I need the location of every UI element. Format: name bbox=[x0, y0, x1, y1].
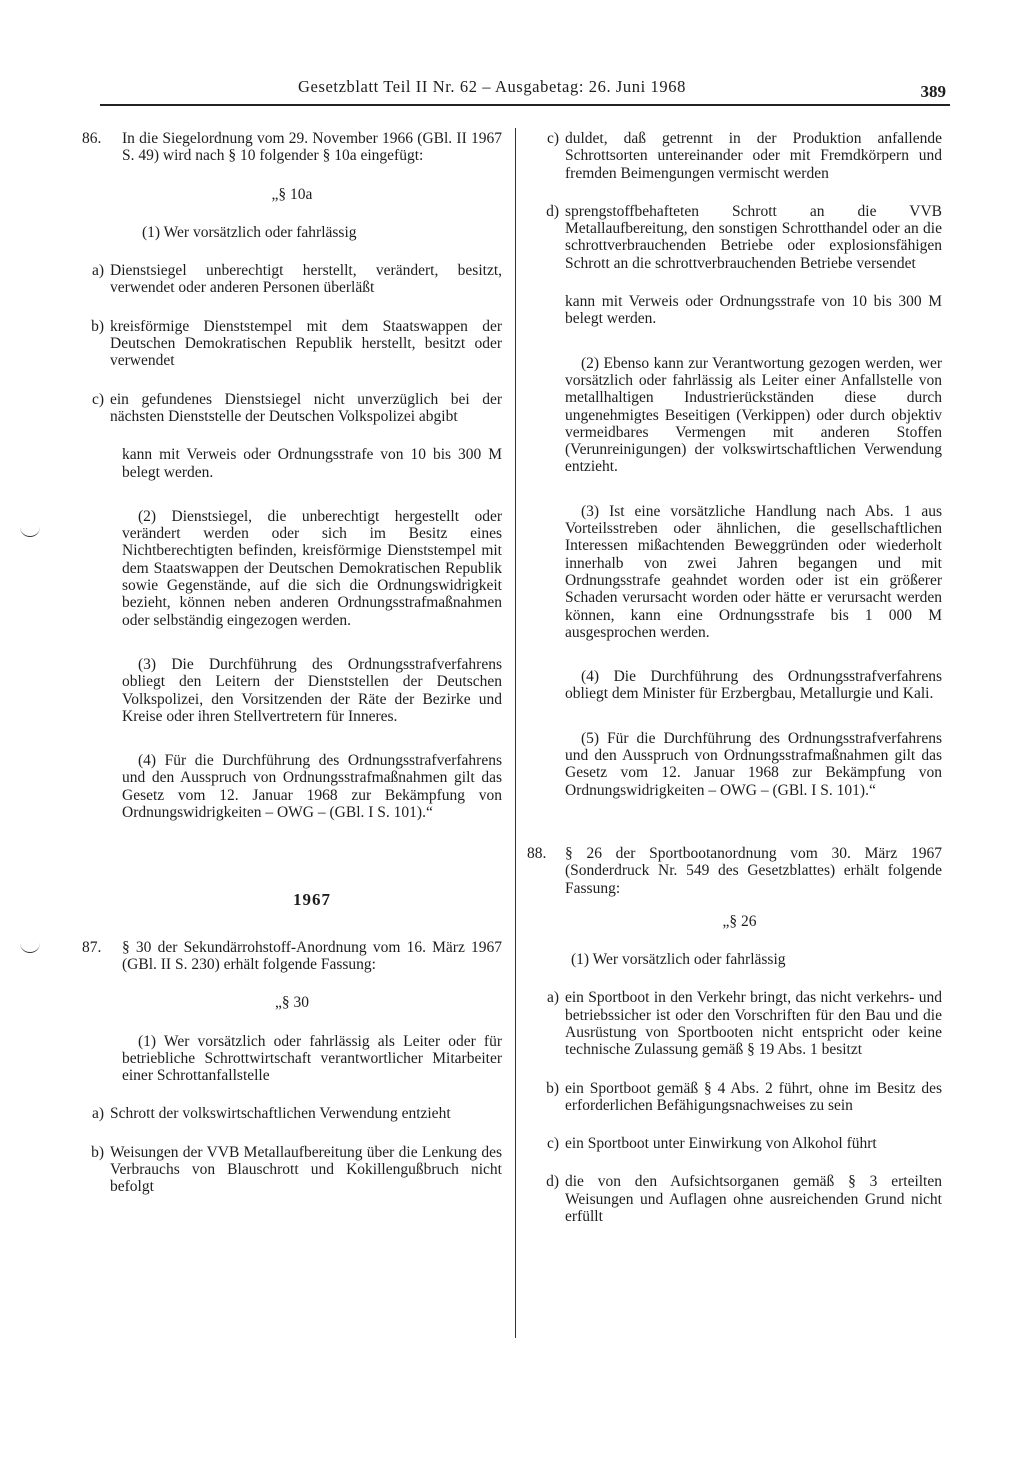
paragraph: (2) Dienstsiegel, die unberechtigt hergestellt oder verändert werden oder sich im Besitz eines Nichtberechtigten befinden, kreisförmige Dienststempel mit dem Staatswappen der Deutschen Demokratischen Republik sowie Gegenstände, auf die sich die Ordnungswidrigkeit bezieht, können neben anderen Ordnungsstrafmaßnahmen oder selbständig eingezogen werden. bbox=[122, 507, 502, 629]
list-label: c) bbox=[546, 130, 559, 147]
list-text: duldet, daß getrennt in der Produktion anfallende Schrottsorten untereinander oder mit Fremdkörpern und fremden Beimengungen vermischt werden bbox=[565, 130, 942, 182]
list-item bbox=[537, 130, 942, 182]
list-label: d) bbox=[546, 202, 559, 220]
paragraph: (4) Für die Durchführung des Ordnungsstrafverfahrens und den Ausspruch von Ordnungsstrafmaßnahmen gilt das Gesetz vom 12. Januar 1968 zur Bekämpfung von Ordnungswidrigkeiten – OWG – (GBl. I S. 101).“ bbox=[122, 752, 502, 822]
list-text: Weisungen der VVB Metallaufbereitung über die Lenkung des Verbrauchs von Blauschrott und Kokillengußbruch nicht befolgt bbox=[110, 1143, 502, 1196]
list-text: ein Sportboot unter Einwirkung von Alkohol führt bbox=[565, 1135, 877, 1153]
page-number: 389 bbox=[920, 82, 946, 101]
list-label: b) bbox=[91, 317, 104, 335]
item-intro: § 26 der Sportbootanordnung vom 30. März 1967 (Sonderdruck Nr. 549 des Gesetzblattes) erhält folgende Fassung: bbox=[565, 844, 942, 897]
paragraph: (5) Für die Durchführung des Ordnungsstrafverfahrens und den Ausspruch von Ordnungsstrafmaßnahmen gilt das Gesetz vom 12. Januar 1968 zur Bekämpfung von Ordnungswidrigkeiten – OWG – (GBl. I S. 101).“ bbox=[565, 729, 942, 799]
list-item bbox=[537, 989, 942, 1058]
item-number: 88. bbox=[527, 844, 547, 862]
list-text: Dienstsiegel unberechtigt herstellt, verändert, besitzt, verwendet oder anderen Personen überläßt bbox=[110, 262, 502, 297]
paragraph: (3) Die Durchführung des Ordnungsstrafverfahrens obliegt den Leitern der Dienststellen der Deutschen Volkspolizei, den Vorsitzenden der Räte der Bezirke und Kreise oder ihren Stellvertretern für Inneres. bbox=[122, 655, 502, 725]
list-text: ein Sportboot gemäß § 4 Abs. 2 führt, ohne im Besitz des erforderlichen Befähigungsnachweises zu sein bbox=[565, 1079, 942, 1114]
item-intro: In die Siegelordnung vom 29. November 1966 (GBl. II 1967 S. 49) wird nach § 10 folgender § 10a eingefügt: bbox=[122, 130, 502, 165]
item-87 bbox=[82, 939, 502, 974]
section-heading: „§ 10a bbox=[271, 185, 313, 203]
section-heading: „§ 30 bbox=[274, 994, 309, 1012]
margin-mark bbox=[20, 942, 40, 953]
item-88 bbox=[527, 845, 942, 897]
list-item bbox=[537, 203, 942, 272]
list-label: c) bbox=[546, 1135, 559, 1153]
year-heading: 1967 bbox=[293, 890, 331, 910]
item-86 bbox=[82, 130, 502, 165]
paragraph: (1) Wer vorsätzlich oder fahrlässig bbox=[142, 223, 357, 241]
list-text: ein gefundenes Dienstsiegel nicht unverzüglich bei der nächsten Dienststelle der Deutschen Volkspolizei abgibt bbox=[110, 390, 502, 425]
penalty-clause: kann mit Verweis oder Ordnungsstrafe von 10 bis 300 M belegt werden. bbox=[122, 446, 502, 481]
list-label: d) bbox=[546, 1173, 559, 1191]
list-text: Schrott der volkswirtschaftlichen Verwendung entzieht bbox=[110, 1105, 451, 1123]
item-intro: § 30 der Sekundärrohstoff-Anordnung vom 16. März 1967 (GBl. II S. 230) erhält folgende Fassung: bbox=[122, 938, 502, 973]
list-item bbox=[537, 1135, 942, 1152]
section-heading: „§ 26 bbox=[722, 912, 757, 930]
item-number: 86. bbox=[82, 130, 102, 147]
header-title: Gesetzblatt Teil II Nr. 62 – Ausgabetag: 26. Juni 1968 bbox=[298, 77, 686, 96]
list-item bbox=[82, 262, 502, 297]
list-item bbox=[537, 1173, 942, 1225]
list-item bbox=[82, 1144, 502, 1196]
paragraph: (1) Wer vorsätzlich oder fahrlässig bbox=[571, 951, 786, 969]
penalty-clause: kann mit Verweis oder Ordnungsstrafe von 10 bis 300 M belegt werden. bbox=[565, 293, 942, 328]
paragraph: (4) Die Durchführung des Ordnungsstrafverfahrens obliegt dem Minister für Erzbergbau, Metallurgie und Kali. bbox=[565, 668, 942, 703]
list-text: ein Sportboot in den Verkehr bringt, das nicht verkehrs- und betriebssicher ist oder den Vorschriften für den Bau und die Ausrüstung von Sportbooten nicht entspricht oder keine technische Zulassung gemäß § 19 Abs. 1 besitzt bbox=[565, 989, 942, 1059]
page-header bbox=[100, 72, 950, 106]
list-text: die von den Aufsichtsorganen gemäß § 3 erteilten Weisungen und Auflagen ohne ausreichenden Grund nicht erfüllt bbox=[565, 1173, 942, 1226]
list-label: c) bbox=[91, 390, 104, 408]
paragraph: (3) Ist eine vorsätzliche Handlung nach Abs. 1 aus Vorteilsstreben oder ähnlichen, die gesellschaftlichen Interessen mißachtenden Beweggründen oder wiederholt innerhalb von zwei Jahren begangen und mit Ordnungsstrafe geahndet worden oder ist ein größerer Schaden verursacht worden oder hätte er verursacht werden können, kann eine Ordnungsstrafe bis 1 000 M ausgesprochen werden. bbox=[565, 502, 942, 641]
paragraph: (1) Wer vorsätzlich oder fahrlässig als Leiter oder für betriebliche Schrottwirtschaft verantwortlicher Mitarbeiter einer Schrottanfallstelle bbox=[122, 1032, 502, 1085]
list-text: kreisförmige Dienststempel mit dem Staatswappen der Deutschen Demokratischen Republik herstellt, besitzt oder verwendet bbox=[110, 317, 502, 370]
list-label: b) bbox=[91, 1143, 104, 1161]
left-column bbox=[82, 130, 502, 1196]
list-text: sprengstoffbehafteten Schrott an die VVB Metallaufbereitung, den sonstigen Schrotthandel oder an die schrottverbrauchenden Betriebe oder explosionsfähigen Schrott an die schrottverbrauchenden Betriebe versendet bbox=[565, 202, 942, 272]
right-column bbox=[527, 130, 942, 1226]
list-label: a) bbox=[546, 989, 559, 1007]
list-label: a) bbox=[91, 1105, 104, 1123]
paragraph: (2) Ebenso kann zur Verantwortung gezogen werden, wer vorsätzlich oder fahrlässig als Leiter einer Anfallstelle von metallhaltigen Industrierückständen diese durch ungenehmigtes Beseitigen (Verkippen) oder durch objektiv vermeidbares Vermengen mit anderen Stoffen (Verunreinigungen) der volkswirtschaftlichen Verwendung entzieht. bbox=[565, 354, 942, 476]
list-item bbox=[82, 391, 502, 426]
list-item bbox=[82, 1105, 502, 1122]
list-item bbox=[82, 318, 502, 370]
list-label: a) bbox=[91, 262, 104, 280]
margin-mark bbox=[20, 526, 40, 537]
column-divider bbox=[515, 128, 516, 1338]
list-label: b) bbox=[546, 1079, 559, 1097]
list-item bbox=[537, 1080, 942, 1115]
item-number: 87. bbox=[82, 938, 102, 956]
